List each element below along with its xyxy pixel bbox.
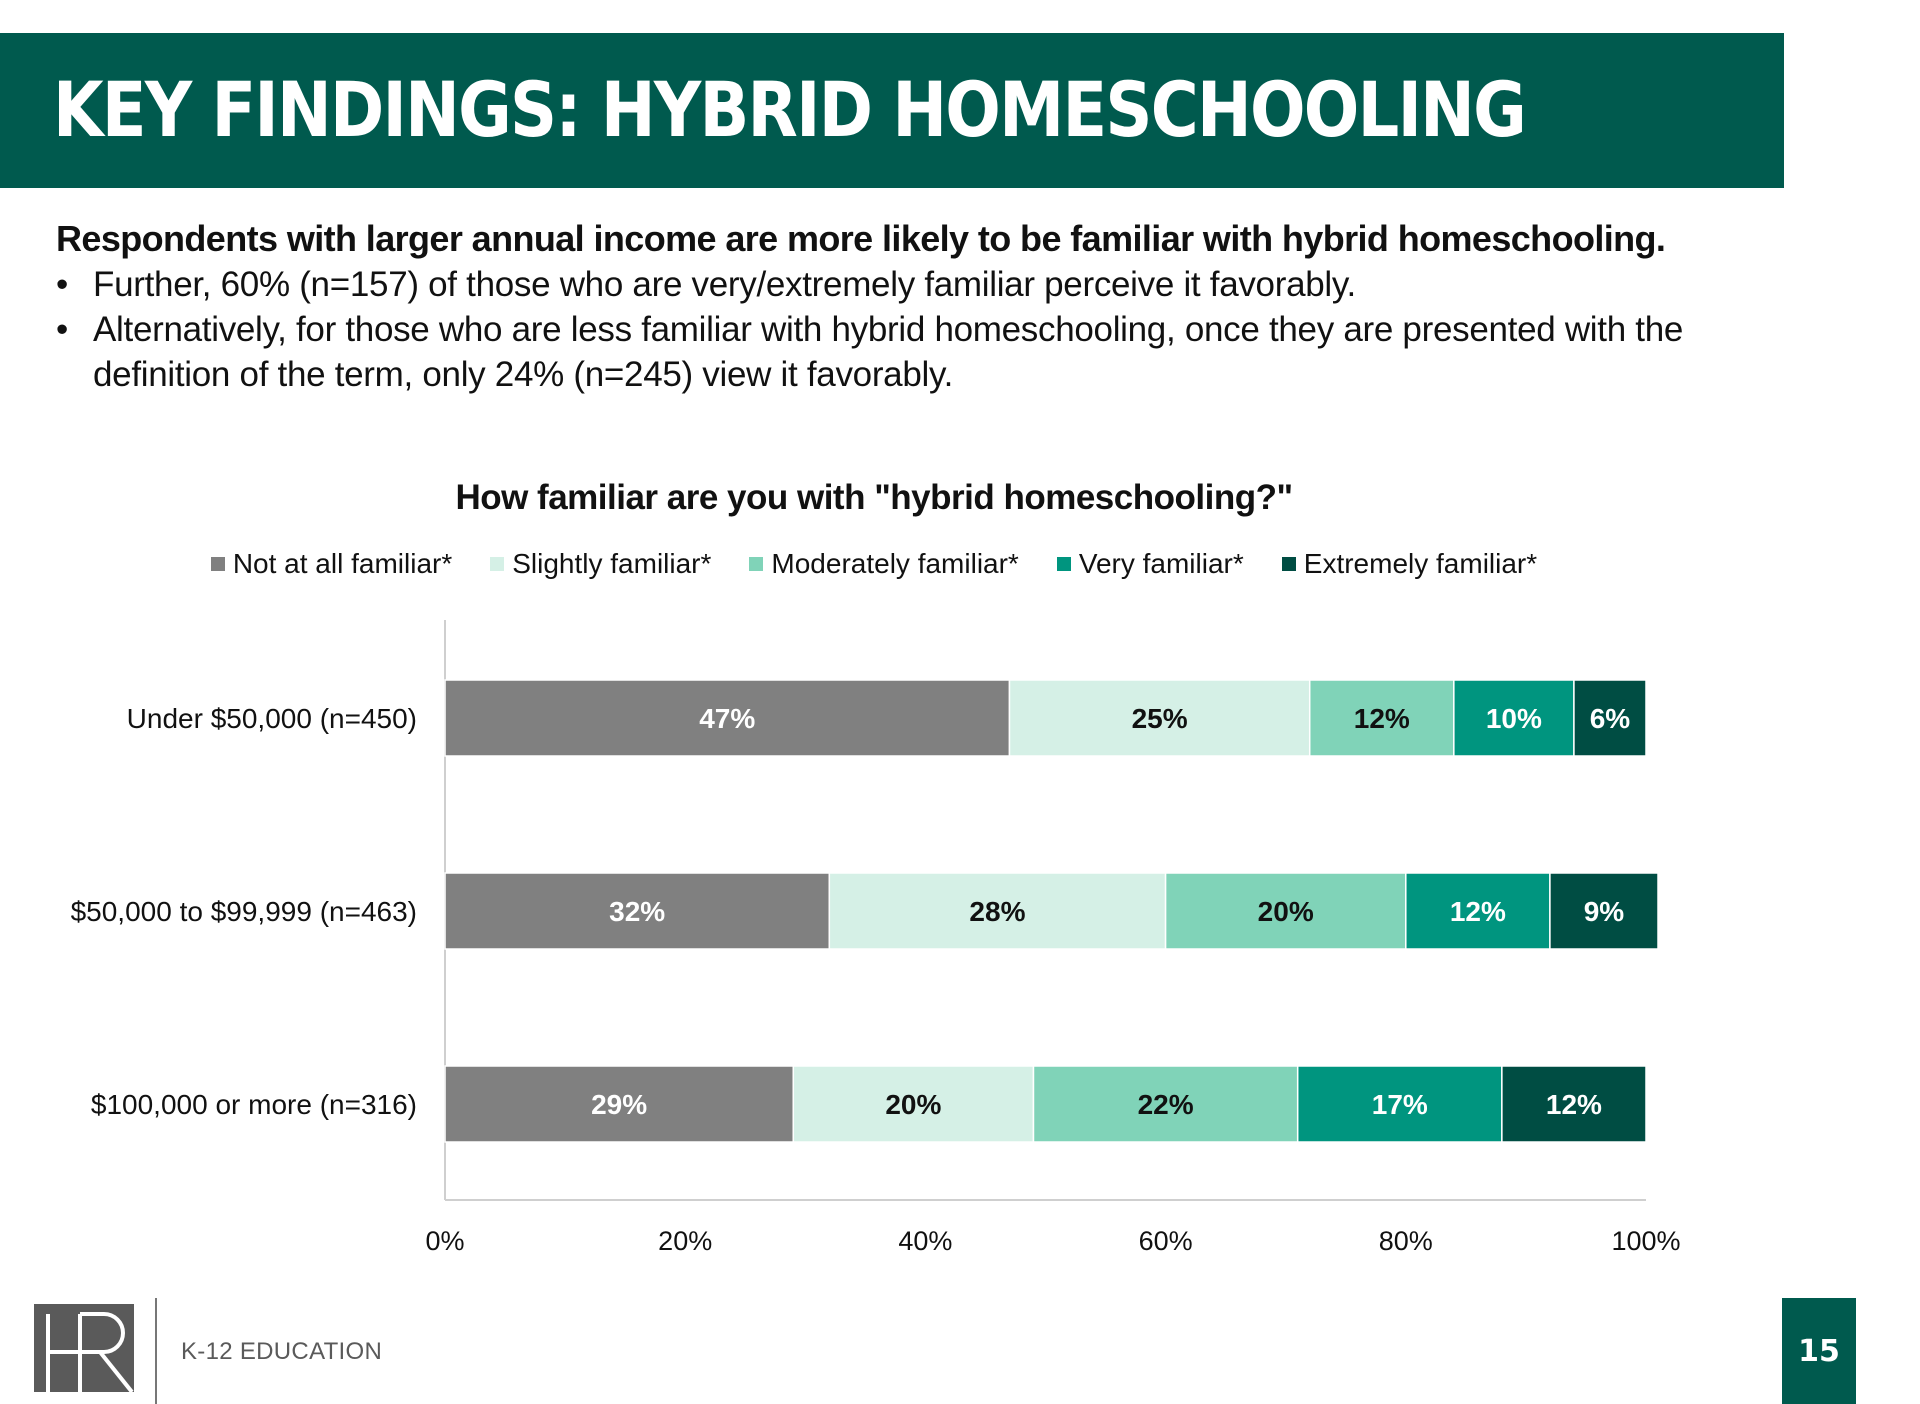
legend-swatch [490,557,504,571]
x-tick-label: 80% [1378,1226,1433,1256]
key-finding-headline: Respondents with larger annual income are more likely to be familiar with hybrid homeschooling. [56,218,1666,259]
data-label: 9% [1583,896,1625,927]
page-title: KEY FINDINGS: HYBRID HOMESCHOOLING [53,65,1526,154]
data-label: 20% [1257,896,1314,927]
footer-divider [155,1298,157,1404]
x-tick-label: 60% [1138,1226,1193,1256]
x-tick-label: 40% [898,1226,953,1256]
chart-legend [0,548,1748,580]
legend-swatch [1282,557,1296,571]
finding-bullets [56,262,1776,397]
header-band [0,33,1784,188]
stacked-bar-chart [0,600,1748,1260]
category-label: $50,000 to $99,999 (n=463) [70,896,417,927]
bullet-glyph: • [56,265,68,304]
legend-item-extremely: Extremely familiar* [1282,548,1537,580]
footer-section-label: K-12 EDUCATION [181,1338,383,1365]
data-label: 25% [1131,703,1188,734]
category-label: Under $50,000 (n=450) [126,703,417,734]
data-label: 12% [1545,1089,1602,1120]
data-label: 17% [1371,1089,1428,1120]
data-label: 22% [1137,1089,1194,1120]
x-tick-label: 100% [1611,1226,1681,1256]
legend-item-slightly: Slightly familiar* [490,548,711,580]
legend-item-moderately: Moderately familiar* [749,548,1018,580]
data-label: 20% [885,1089,942,1120]
category-label: $100,000 or more (n=316) [90,1089,417,1120]
chart-title: How familiar are you with "hybrid homeschooling?" [455,478,1293,517]
x-tick-label: 0% [425,1226,465,1256]
legend-swatch [211,557,225,571]
data-label: 28% [969,896,1026,927]
hr-logo [34,1304,134,1392]
data-label: 12% [1449,896,1506,927]
x-tick-label: 20% [658,1226,713,1256]
bullet-glyph: • [56,310,68,349]
legend-item-very: Very familiar* [1057,548,1244,580]
legend-swatch [749,557,763,571]
bullet-item: • Further, 60% (n=157) of those who are very/extremely familiar perceive it favorably. [56,262,1776,307]
data-label: 47% [699,703,756,734]
page-number: 15 [1782,1298,1856,1404]
bullet-item: • Alternatively, for those who are less familiar with hybrid homeschooling, once they are presented with the definition of the term, only 24% (n=245) view it favorably. [56,307,1776,397]
data-label: 12% [1353,703,1410,734]
data-label: 32% [609,896,666,927]
legend-swatch [1057,557,1071,571]
data-label: 10% [1485,703,1542,734]
data-label: 29% [591,1089,648,1120]
data-label: 6% [1589,703,1631,734]
legend-item-not-at-all: Not at all familiar* [211,548,452,580]
